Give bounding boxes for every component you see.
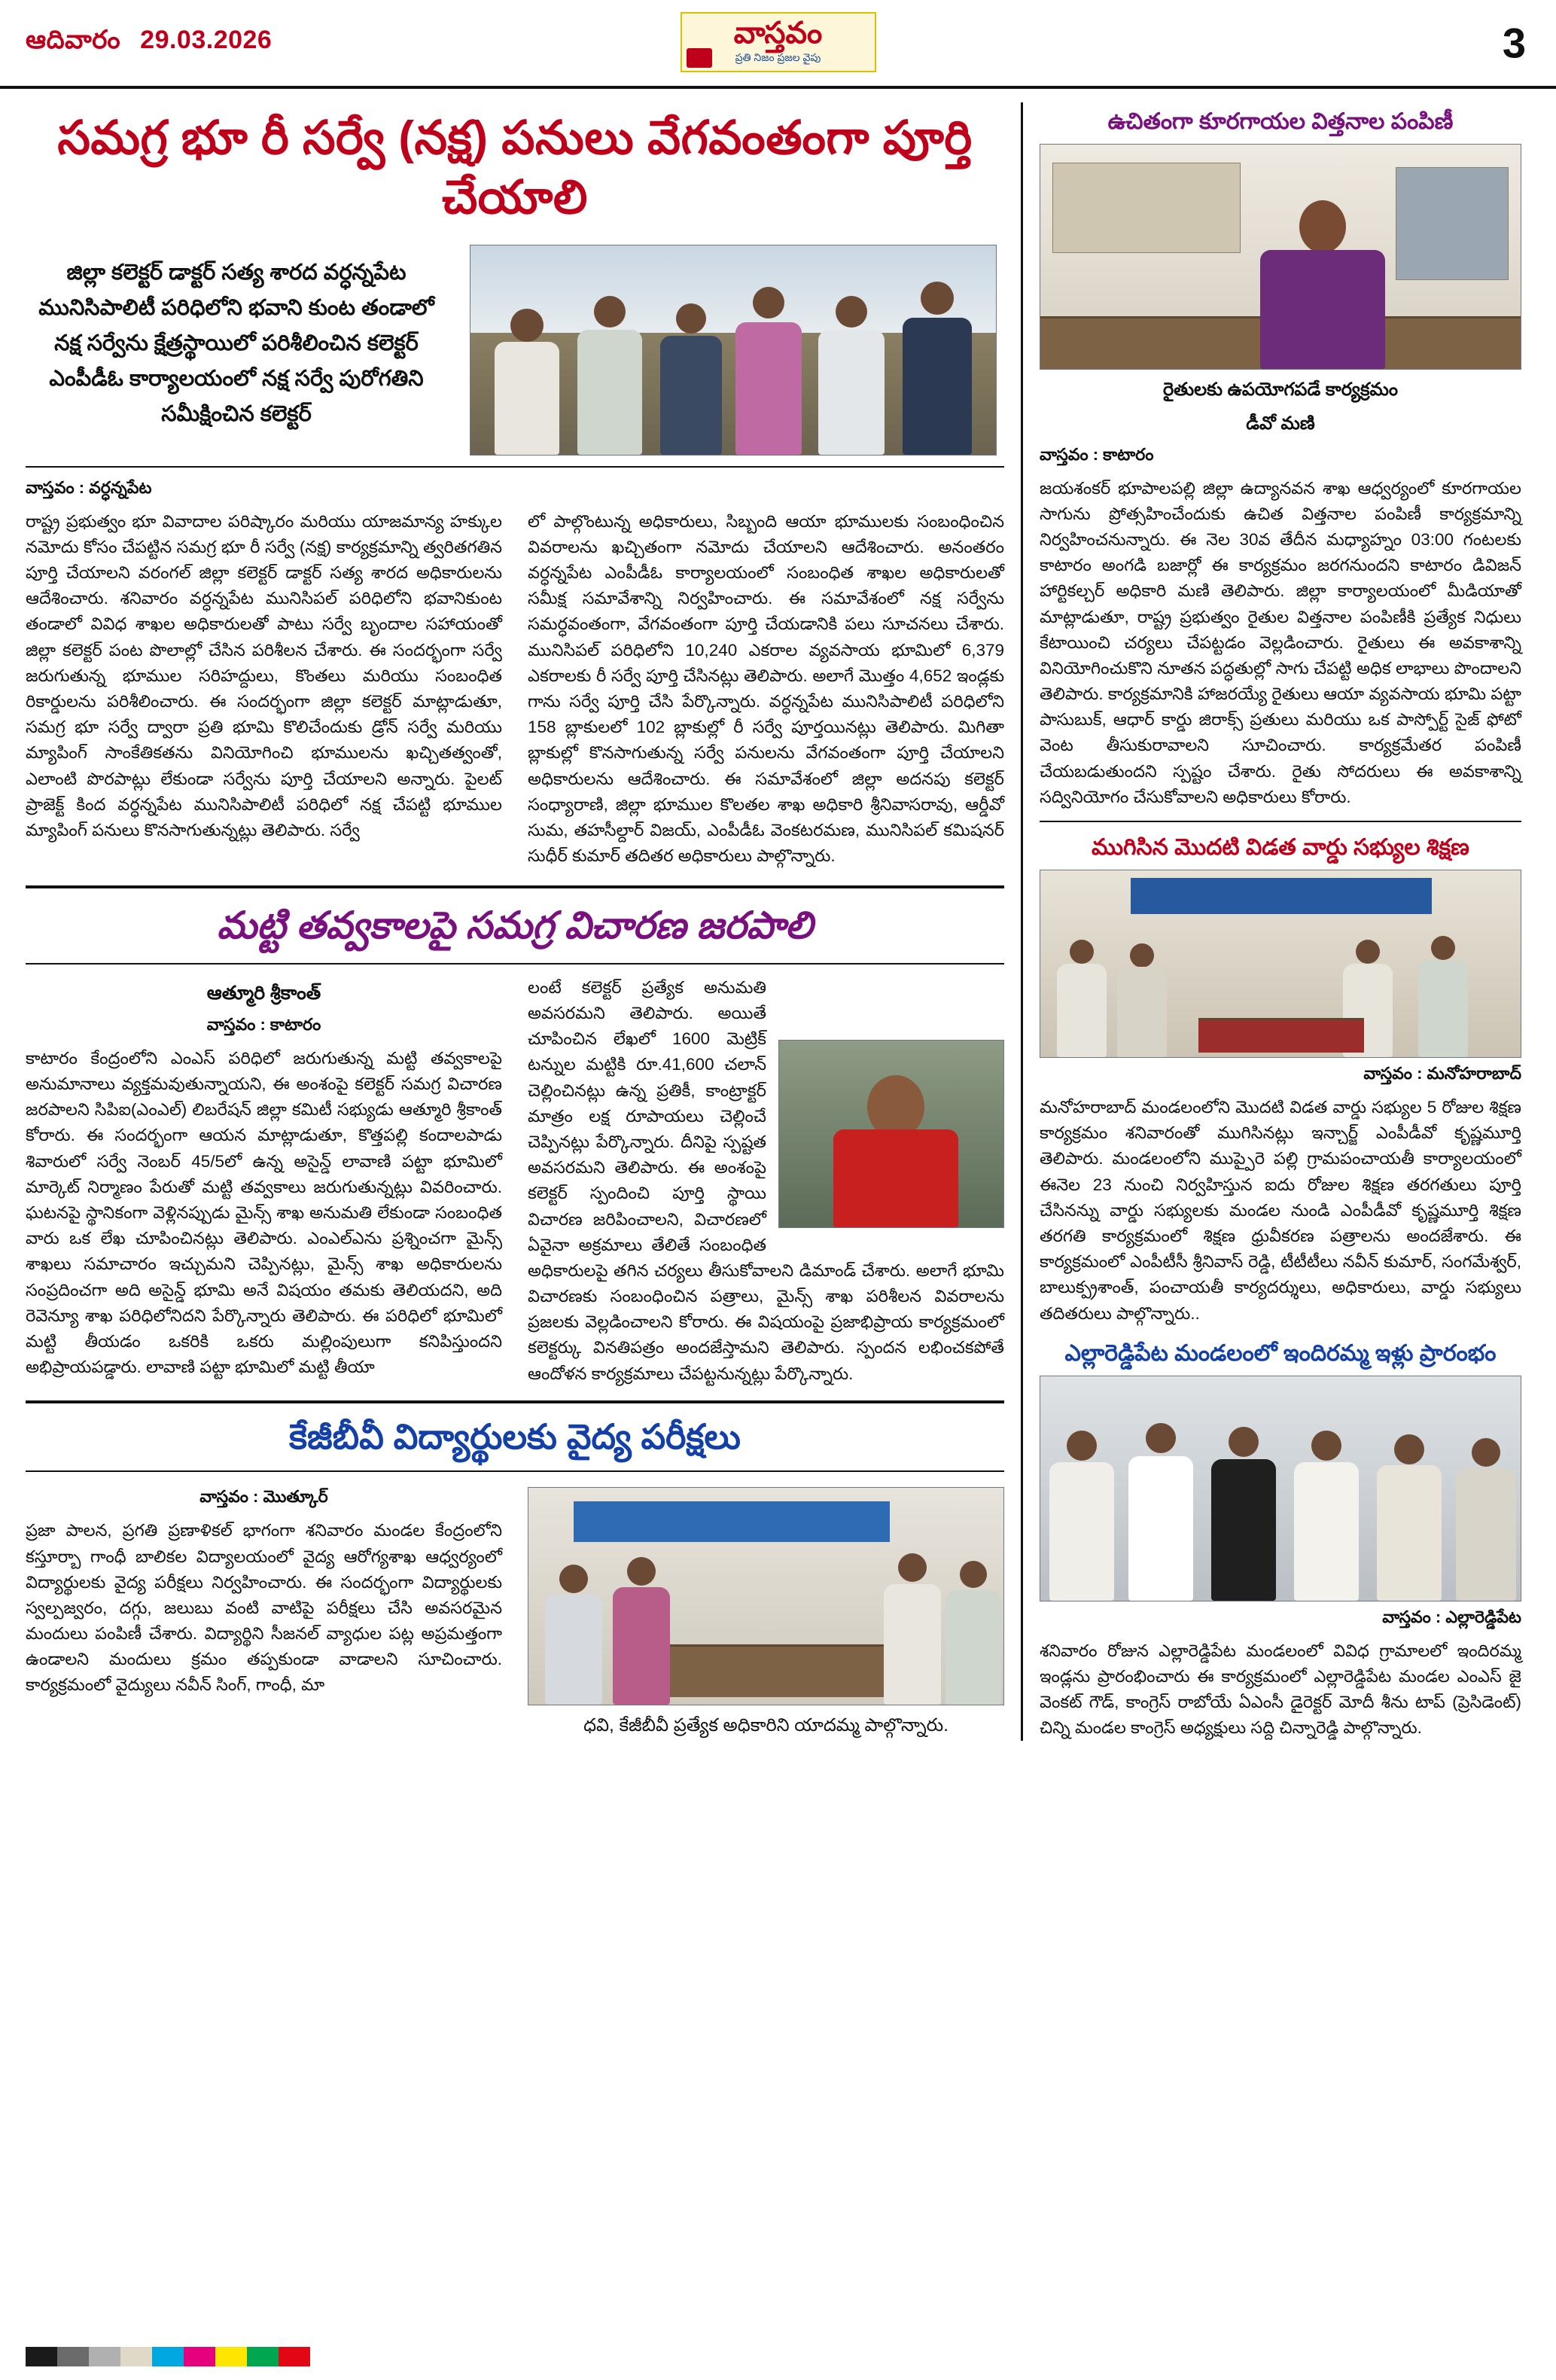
story2-body-column-2: లంటే కలెక్టర్ ప్రత్యేక అనుమతి అవసరమని తెలిపారు. అయితే చూపించిన లేఖలో 1600 మెట్రిక్ టన్నుల మట్టికి రూ.41,600 చలాన్ చెల్లించినట్లు ఉన్న ప్రతికీ, కాంట్రాక్టర్ మాత్రం లక్ష రూపాయలు చెల్లించే చెప్పినట్లు పేర్కొన్నారు. దీనిపై స్పష్టత అవసరమని తెలిపారు. ఈ అంశంపై కలెక్టర్ స్పందించి పూర్తి స్థాయి విచారణ జరిపించాలని, విచారణలో ఏవైనా అక్రమాలు తేలితే సంబంధిత అధికారులపై తగిన చర్యలు తీసుకోవాలని డిమాండ్ చేశారు. అలాగే భూమి విచారణకు సంబంధించిన పత్రాలు, మైన్స్ శాఖ పరిశీలన వివరాలను ప్రజలకు వెల్లడించాలని కోరారు. ఈ విషయంపై ప్రజాభిప్రాయ కార్యక్రమంలో కలెక్టర్కు వినతిపత్రం అందజేస్తామని తెలిపారు. స్పందన లభించకపోతే ఆందోళన కార్యక్రమాలు చేపట్టనున్నట్లు పేర్కొన్నారు. — [528, 977, 1004, 1383]
color-swatch — [279, 2347, 310, 2366]
story2-article — [26, 902, 1004, 1387]
photo-person-head — [627, 1557, 656, 1586]
photo-person — [1293, 1428, 1360, 1601]
story3-photo — [528, 1487, 1004, 1705]
lead-body-column-1: రాష్ట్ర ప్రభుత్వం భూ వివాదాల పరిష్కారం మరియు యాజమాన్య హక్కుల నమోదు కోసం చేపట్టిన సమగ్ర భూ రీ సర్వే (నక్ష) కార్యక్రమాన్ని త్వరితగతిన పూర్తి చేయాలని వరంగల్ జిల్లా కలెక్టర్ డాక్టర్ సత్య శారద అధికారులను ఆదేశించారు. శనివారం వర్ధన్నపేట మునిసిపల్ పరిధిలోని భవానికుంట తండాలో వివిధ శాఖల అధికారులతో పాటు సర్వే బృందాల సహాయంతో జిల్లా కలెక్టర్ పంట పొలాల్లో చేసిన పరిశీలన చేశారు. ఈ సందర్భంగా సర్వే జరుగుతున్న భూముల సరిహద్దులు, కొంతలు మరియు సంబంధిత రికార్డులను పరిశీలించారు. ఈ సందర్భంగా జిల్లా కలెక్టర్ మాట్లాడుతూ, సమగ్ర భూ సర్వే ద్వారా ప్రతి భూమి కొలిచేందుకు డ్రోన్ సర్వే మరియు మ్యాపింగ్ సాంకేతికతను వినియోగించి భూములను ఖచ్చితత్వంతో, ఎలాంటి పొరపాట్లు లేకుండా సర్వేను పూర్తి చేయాలని అన్నారు. పైలట్ ప్రాజెక్ట్ కింద వర్ధన్నపేట మునిసిపాలిటీ పరిధిలో నక్ష చేపట్టి భూముల మ్యాపింగ్ పనులు కొనసాగుతున్నట్లు తెలిపారు. సర్వే — [26, 511, 502, 840]
story3-body: ప్రజా పాలన, ప్రగతి ప్రణాళికల్ భాగంగా శనివారం మండల కేంద్రంలోని కస్తూర్బా గాంధీ బాలికల విద్యాలయంలో వైద్య ఆరోగ్యశాఖ ఆధ్వర్యంలో విద్యార్థులకు వైద్య పరీక్షలు నిర్వహించారు. ఈ సందర్భంగా విద్యార్థులకు స్వల్పజ్వరం, దగ్గు, జలుబు వంటి వాటిపై పరీక్షలు చేసి అవసరమైన మందులు పంపిణీ చేశారు. విద్యార్థిని సీజనల్ వ్యాధుల పట్ల అప్రమత్తంగా ఉండాలని మందులు క్రమం తప్పకుండా వాడాలని సూచించారు. కార్యక్రమంలో వైద్యులు నవీన్ సింగ్, గాంధీ, మా — [26, 1521, 502, 1695]
photo-person — [901, 280, 973, 455]
photo-person-body — [735, 322, 802, 455]
lead-body-column-2: లో పాల్గొంటున్న అధికారులు, సిబ్బంది ఆయా భూములకు సంబంధించిన వివరాలను ఖచ్చితంగా నమోదు చేయాలని ఆదేశించారు. అనంతరం వర్ధన్నపేట ఎంపీడీఓ కార్యాలయంలో సంబంధిత శాఖల అధికారులతో సమీక్ష సమావేశాన్ని నిర్వహించారు. ఈ సమావేశంలో నక్ష సర్వేను సమర్ధవంతంగా, వేగవంతంగా పూర్తి చేయడానికి పలు సూచనలు చేశారు. మునిసిపల్ పరిధిలోని 10,240 ఎకరాల వ్యవసాయ భూమిలో 6,379 ఎకరాలకు రీ సర్వే పూర్తి చేసినట్లు తెలిపారు. అలాగే మొత్తం 4,652 ఇండ్లకు గాను సర్వే పూర్తి చేసి పేర్కొన్నారు. వర్ధన్నపేట మునిసిపాలిటీ పరిధిలోని 158 బ్లాకులలో 102 బ్లాకుల్లో రీ సర్వే పూర్తయినట్లు తెలిపారు. మిగితా బ్లాకుల్లో కొనసాగుతున్న సర్వే పనులను వేగవంతంగా పూర్తి చేయాలని అధికారులను ఆదేశించారు. ఈ సమావేశంలో జిల్లా అదనపు కలెక్టర్ సంధ్యారాణి, జిల్లా భూముల కొలతల శాఖ అధికారి శ్రీనివాసరావు, ఆర్డీవో సుమ, తహసీల్దార్ విజయ్, ఎంపీడీఓ వెంకటరమణ, మునిసిపల్ కమిషనర్ సుధీర్ కుమార్ తదితర అధికారులు పాల్గొన్నారు. — [528, 511, 1004, 866]
divider — [26, 1470, 1004, 1472]
logo-badge-icon — [687, 48, 712, 68]
photo-person — [1259, 196, 1387, 369]
lead-standfirst-wrap — [26, 245, 447, 432]
photo-person-body — [577, 330, 642, 455]
masthead-day-label: ఆదివారం — [26, 25, 121, 54]
photo-person-head — [1070, 940, 1094, 964]
photo-person-head — [1431, 936, 1455, 960]
photo-person-body — [1456, 1468, 1516, 1601]
photo-person-body — [1049, 1462, 1114, 1601]
photo-person-body — [1117, 967, 1167, 1057]
photo-person-head — [1356, 940, 1380, 964]
photo-desk — [641, 1644, 890, 1697]
photo-person-body — [1211, 1459, 1276, 1601]
story3-left — [26, 1483, 502, 1739]
logo-wordmark: వాస్తవం — [733, 17, 823, 50]
story2-body-columns — [26, 975, 1004, 1387]
photo-person-head — [1394, 1434, 1424, 1464]
photo-person — [1417, 933, 1469, 1057]
photo-person — [1116, 940, 1168, 1057]
photo-person-head — [1130, 943, 1154, 968]
color-swatch — [57, 2347, 89, 2366]
story2-photo-wrap — [778, 1040, 1004, 1228]
right3-kicker: ఎల్లారెడ్డిపేట మండలంలో ఇందిరమ్మ ఇళ్లు ప్రారంభం — [1064, 1340, 1497, 1366]
print-registration-colorbar — [26, 2347, 310, 2366]
color-swatch — [247, 2347, 279, 2366]
photo-person — [1048, 1428, 1116, 1601]
lead-headline: సమగ్ర భూ రీ సర్వే (నక్ష) పనులు వేగవంతంగా పూర్తి చేయాలి — [57, 112, 973, 224]
section-divider — [26, 885, 1004, 888]
right-article-2 — [1040, 833, 1521, 1327]
photo-person-head — [1472, 1438, 1500, 1467]
story2-photo — [778, 1040, 1004, 1228]
story2-left — [26, 975, 502, 1387]
photo-person-head — [1229, 1427, 1259, 1457]
right3-dateline: వాస్తవం : ఎల్లారెడ్డిపేట — [1382, 1607, 1521, 1626]
story2-byline: ఆత్మూరి శ్రీకాంత్ — [206, 982, 321, 1004]
photo-person-body — [613, 1587, 670, 1705]
masthead — [0, 0, 1556, 89]
right1-caption-line1: రైతులకు ఉపయోగపడే కార్యక్రమం — [1162, 379, 1399, 400]
photo-person-body — [1377, 1465, 1442, 1601]
photo-person — [832, 1069, 960, 1227]
right-article-3 — [1040, 1339, 1521, 1742]
right1-body: జయశంకర్ భూపాలపల్లి జిల్లా ఉద్యానవన శాఖ ఆధ్వర్యంలో కూరగాయల సాగును ప్రోత్సహించేందుకు ఉచిత విత్తనాల పంపిణీ కార్యక్రమాన్ని నిర్వహించనున్నారు. ఈ నెల 30వ తేదీన మధ్యాహ్నం 03:00 గంటలకు కాటారం అంగడి బజార్లో ఈ కార్యక్రమం జరగనుందని కాటారం డివిజన్ హార్టికల్చర్ అధికారి మణి తెలిపారు. జిల్లా కార్యాలయంలో మీడియాతో మాట్లాడుతూ, రాష్ట్ర ప్రభుత్వం రైతుల విత్తనాల పంపిణీకి ప్రత్యేక నిధులు కేటాయించి చర్యలు చేపట్టడం వెల్లడించారు. రైతులు ఈ అవకాశాన్ని వినియోగించుకొని నూతన పద్ధతుల్లో సాగు చేపట్టి అధిక లాభాలు పొందాలని తెలిపారు. కార్యక్రమానికి హాజరయ్యే రైతులు ఆయా వ్యవసాయ భూమి పట్టా పాసుబుక్, ఆధార్ కార్డు జిరాక్స్ ప్రతులు మరియు ఒక పాస్పోర్ట్ సైజ్ ఫోటో వెంట తీసుకురావాలని సూచించారు. కార్యక్రమేతర పంపిణీ చేయబడుతుందని స్పష్టం చేశారు. రైతు సోదరులు ఈ అవకాశాన్ని సద్వినియోగం చేసుకోవాలని అధికారులు కోరారు. — [1040, 478, 1521, 806]
photo-person — [1210, 1424, 1277, 1601]
photo-person — [544, 1562, 604, 1705]
lead-body-columns — [26, 509, 1004, 870]
photo-person-head — [898, 1553, 927, 1582]
color-swatch — [152, 2347, 184, 2366]
photo-person — [576, 293, 644, 455]
photo-person-head — [1067, 1431, 1097, 1461]
right2-body: మనోహరాబాద్ మండలంలోని మొదటి విడత వార్డు సభ్యుల 5 రోజుల శిక్షణ కార్యక్రమం శనివారంతో ముగిసినట్లు ఇన్చార్జ్ ఎంపీడీవో కృష్ణమూర్తి తెలిపారు. మండలంలోని ముప్పైరె పల్లి గ్రామపంచాయతీ కార్యాలయంలో ఈనెల 23 నుంచి నిర్వహిస్తున ఐదు రోజుల శిక్షణ తరగతులు పూర్తి చేసినన్ను వార్డు సభ్యులకు మండల నుండి ఎంపీడీవో కృష్ణమూర్తి శిక్షణ తరగతి కార్యక్రమంలో శిక్షణ ధ్రువీకరణ పత్రాలను అందజేశారు. ఈ కార్యక్రమంలో ఎంపీటీసీ శ్రీనివాస్ రెడ్డి, టీటీటీలు నవీన్ కుమార్, సంగమేశ్వర్, బాలుక్ప్రశాంత్, పంచాయతీ కార్యదర్శులు, అధికారులు, వార్డు సభ్యులు తదితరులు పాల్గొన్నారు.. — [1040, 1098, 1521, 1323]
lead-photo — [470, 245, 997, 456]
story2-right — [528, 975, 1004, 1387]
right1-kicker: ఉచితంగా కూరగాయల విత్తనాల పంపిణీ — [1107, 109, 1454, 134]
photo-person-body — [884, 1584, 941, 1705]
masthead-date-block — [26, 26, 272, 61]
photo-person-body — [660, 336, 722, 455]
photo-person-head — [960, 1561, 987, 1588]
photo-person — [817, 293, 886, 455]
page-content — [0, 89, 1556, 1741]
photo-person-head — [676, 303, 706, 334]
photo-person-body — [545, 1595, 602, 1705]
photo-person-body — [1260, 250, 1385, 369]
photo-person-head — [594, 296, 626, 328]
photo-person-head — [510, 309, 544, 342]
right1-caption-line2: డీవో మణి — [1246, 413, 1315, 434]
photo-person-body — [1418, 961, 1468, 1057]
story3-caption: ధవి, కేజీబీవీ ప్రత్యేక అధికారిని యాదమ్మ పాల్గొన్నారు. — [583, 1715, 949, 1736]
right2-dateline: వాస్తవం : మనోహరాబాద్ — [1363, 1064, 1521, 1083]
story3-right — [528, 1483, 1004, 1739]
story3-headline: కేజీబీవీ విద్యార్థులకు వైద్య పరీక్షలు — [289, 1416, 741, 1456]
right3-photo — [1040, 1376, 1521, 1601]
photo-person — [1127, 1420, 1195, 1601]
right2-photo — [1040, 870, 1521, 1058]
photo-banner — [574, 1501, 890, 1542]
photo-person — [944, 1558, 1003, 1705]
right-article-1 — [1040, 107, 1521, 810]
right3-body: శనివారం రోజున ఎల్లారెడ్డిపేట మండలంలో వివిధ గ్రామాలలో ఇందిరమ్మ ఇండ్లను ప్రారంభించారు ఈ కార్యక్రమంలో ఎల్లారెడ్డిపేట మండల ఎంఎస్ జై వెంకట్ గౌడ్, కాంగ్రెస్ రాబోయే ఏఎంసీ డైరెక్టర్ మోదీ శీను టాప్ (ప్రెసిడెంట్) చిన్ని మండల కాంగ్రెస్ అధ్యక్షులు సద్ది చిన్నారెడ్డి పాల్గొన్నారు. — [1040, 1641, 1521, 1738]
photo-person-body — [495, 342, 559, 455]
right-column-zone — [1040, 89, 1521, 1741]
photo-person-body — [945, 1590, 1001, 1705]
lead-article — [26, 108, 1004, 869]
story3-dateline: వాస్తవం : మొత్కూర్ — [199, 1487, 328, 1507]
photo-person-head — [559, 1565, 588, 1593]
lead-dateline: వాస్తవం : వర్ధన్నపేట — [26, 477, 152, 497]
photo-person-body — [903, 318, 972, 455]
photo-person — [659, 300, 723, 455]
color-swatch — [215, 2347, 247, 2366]
story3-article — [26, 1416, 1004, 1739]
photo-person-head — [753, 287, 784, 318]
color-swatch — [120, 2347, 152, 2366]
photo-person-head — [836, 296, 867, 328]
color-swatch — [184, 2347, 215, 2366]
left-column-zone — [26, 89, 1004, 1741]
divider — [26, 466, 1004, 468]
main-columns — [26, 89, 1530, 1741]
story2-headline: మట్టి తవ్వకాలపై సమగ్ర విచారణ జరపాలి — [217, 904, 813, 947]
photo-person — [1454, 1435, 1518, 1601]
lead-standfirst: జిల్లా కలెక్టర్ డాక్టర్ సత్య శారద వర్ధన్నపేట మునిసిపాలిటీ పరిధిలోని భవాని కుంట తండాలో నక్ష సర్వేను క్షేత్రస్థాయిలో పరిశీలించిన కలెక్టర్ ఎంపీడీఓ కార్యాలయంలో నక్ష సర్వే పురోగతిని సమీక్షించిన కలెక్టర్ — [38, 260, 434, 426]
photo-shelf — [1052, 163, 1241, 253]
color-swatch — [26, 2347, 57, 2366]
lead-top-block — [26, 245, 1004, 456]
photo-person-body — [1128, 1456, 1193, 1601]
divider — [1040, 821, 1521, 822]
photo-person — [493, 304, 561, 455]
photo-person — [1375, 1431, 1443, 1601]
photo-person-head — [1299, 200, 1346, 253]
photo-person-body — [1057, 964, 1107, 1057]
masthead-date: 29.03.2026 — [140, 25, 273, 54]
photo-table — [1198, 1018, 1364, 1053]
logo-tagline: ప్రతి నిజం ప్రజల వైపు — [735, 51, 821, 63]
photo-person-head — [1146, 1423, 1176, 1453]
photo-person — [611, 1554, 671, 1705]
right1-photo — [1040, 144, 1521, 370]
divider — [26, 963, 1004, 964]
right1-dateline: వాస్తవం : కాటారం — [1040, 444, 1154, 464]
photo-shelf — [1396, 167, 1509, 280]
story2-body-column-1: కాటారం కేంద్రంలోని ఎంఎస్ పరిధిలో జరుగుతున్న మట్టి తవ్వకాలపై అనుమానాలు వ్యక్తమవుతున్నాయని, ఈ అంశంపై కలెక్టర్ సమగ్ర విచారణ జరపాలని సిపిఐ(ఎంఎల్) లిబరేషన్ జిల్లా కమిటీ సభ్యుడు ఆత్మూరి శ్రీకాంత్ కోరారు. ఈ సందర్భంగా ఆయన మాట్లాడుతూ, కొత్తపల్లి కందాలపాడు శివారులో సర్వే నెంబర్ 45/5లో ఉన్న అసైన్డ్ లావాణి పట్టా భూమిలో మార్కెట్ నిర్మాణం పేరుతో మట్టి తవ్వకాలు జరుగుతున్నట్లు వివరించారు. ఘటనపై స్థానికంగా వెళ్లినప్పుడు మైన్స్ శాఖ అనుమతి లేకుండా సంబంధిత వారు ఒక లేఖ చూపించినట్లు తెలిపారు. ఎంఎల్ఎను ప్రశ్నించగా మైన్స్ శాఖలు సమాచారం ఇచ్చుమని చెప్పినట్లు, మైన్స్ శాఖ అధికారులను సంప్రదించగా అది అసైన్డ్ భూమి అనే విషయం తమకు తెలియదని, అది రెవెన్యూ శాఖ పరిధిలోనిదని పేర్కొన్నారు తెలిపారు. ఈ పరిధిలో భూమిలో మట్టి తీయడం ఒకరికి ఒకరు మల్లింపులుగా కనిపిస్తుందని అభిప్రాయపడ్డారు. లావాణి పట్టా భూమిలో మట్టి తీయా — [26, 1048, 502, 1377]
story2-dateline: వాస్తవం : కాటారం — [206, 1014, 321, 1034]
photo-person-body — [818, 330, 885, 455]
photo-person-body — [833, 1129, 958, 1227]
publication-logo — [681, 12, 876, 72]
column-divider — [1021, 102, 1023, 1741]
photo-person-head — [1311, 1431, 1341, 1461]
photo-person — [882, 1550, 942, 1705]
color-swatch — [89, 2347, 120, 2366]
page-number: 3 — [1502, 19, 1526, 67]
photo-person — [734, 285, 803, 455]
right2-kicker: ముగిసిన మొదటి విడత వార్డు సభ్యుల శిక్షణ — [1092, 835, 1469, 861]
photo-person — [1055, 937, 1108, 1057]
photo-person-head — [921, 282, 954, 315]
photo-person-body — [1294, 1462, 1359, 1601]
story3-body-columns — [26, 1483, 1004, 1739]
photo-banner — [1131, 878, 1432, 914]
section-divider — [26, 1400, 1004, 1403]
